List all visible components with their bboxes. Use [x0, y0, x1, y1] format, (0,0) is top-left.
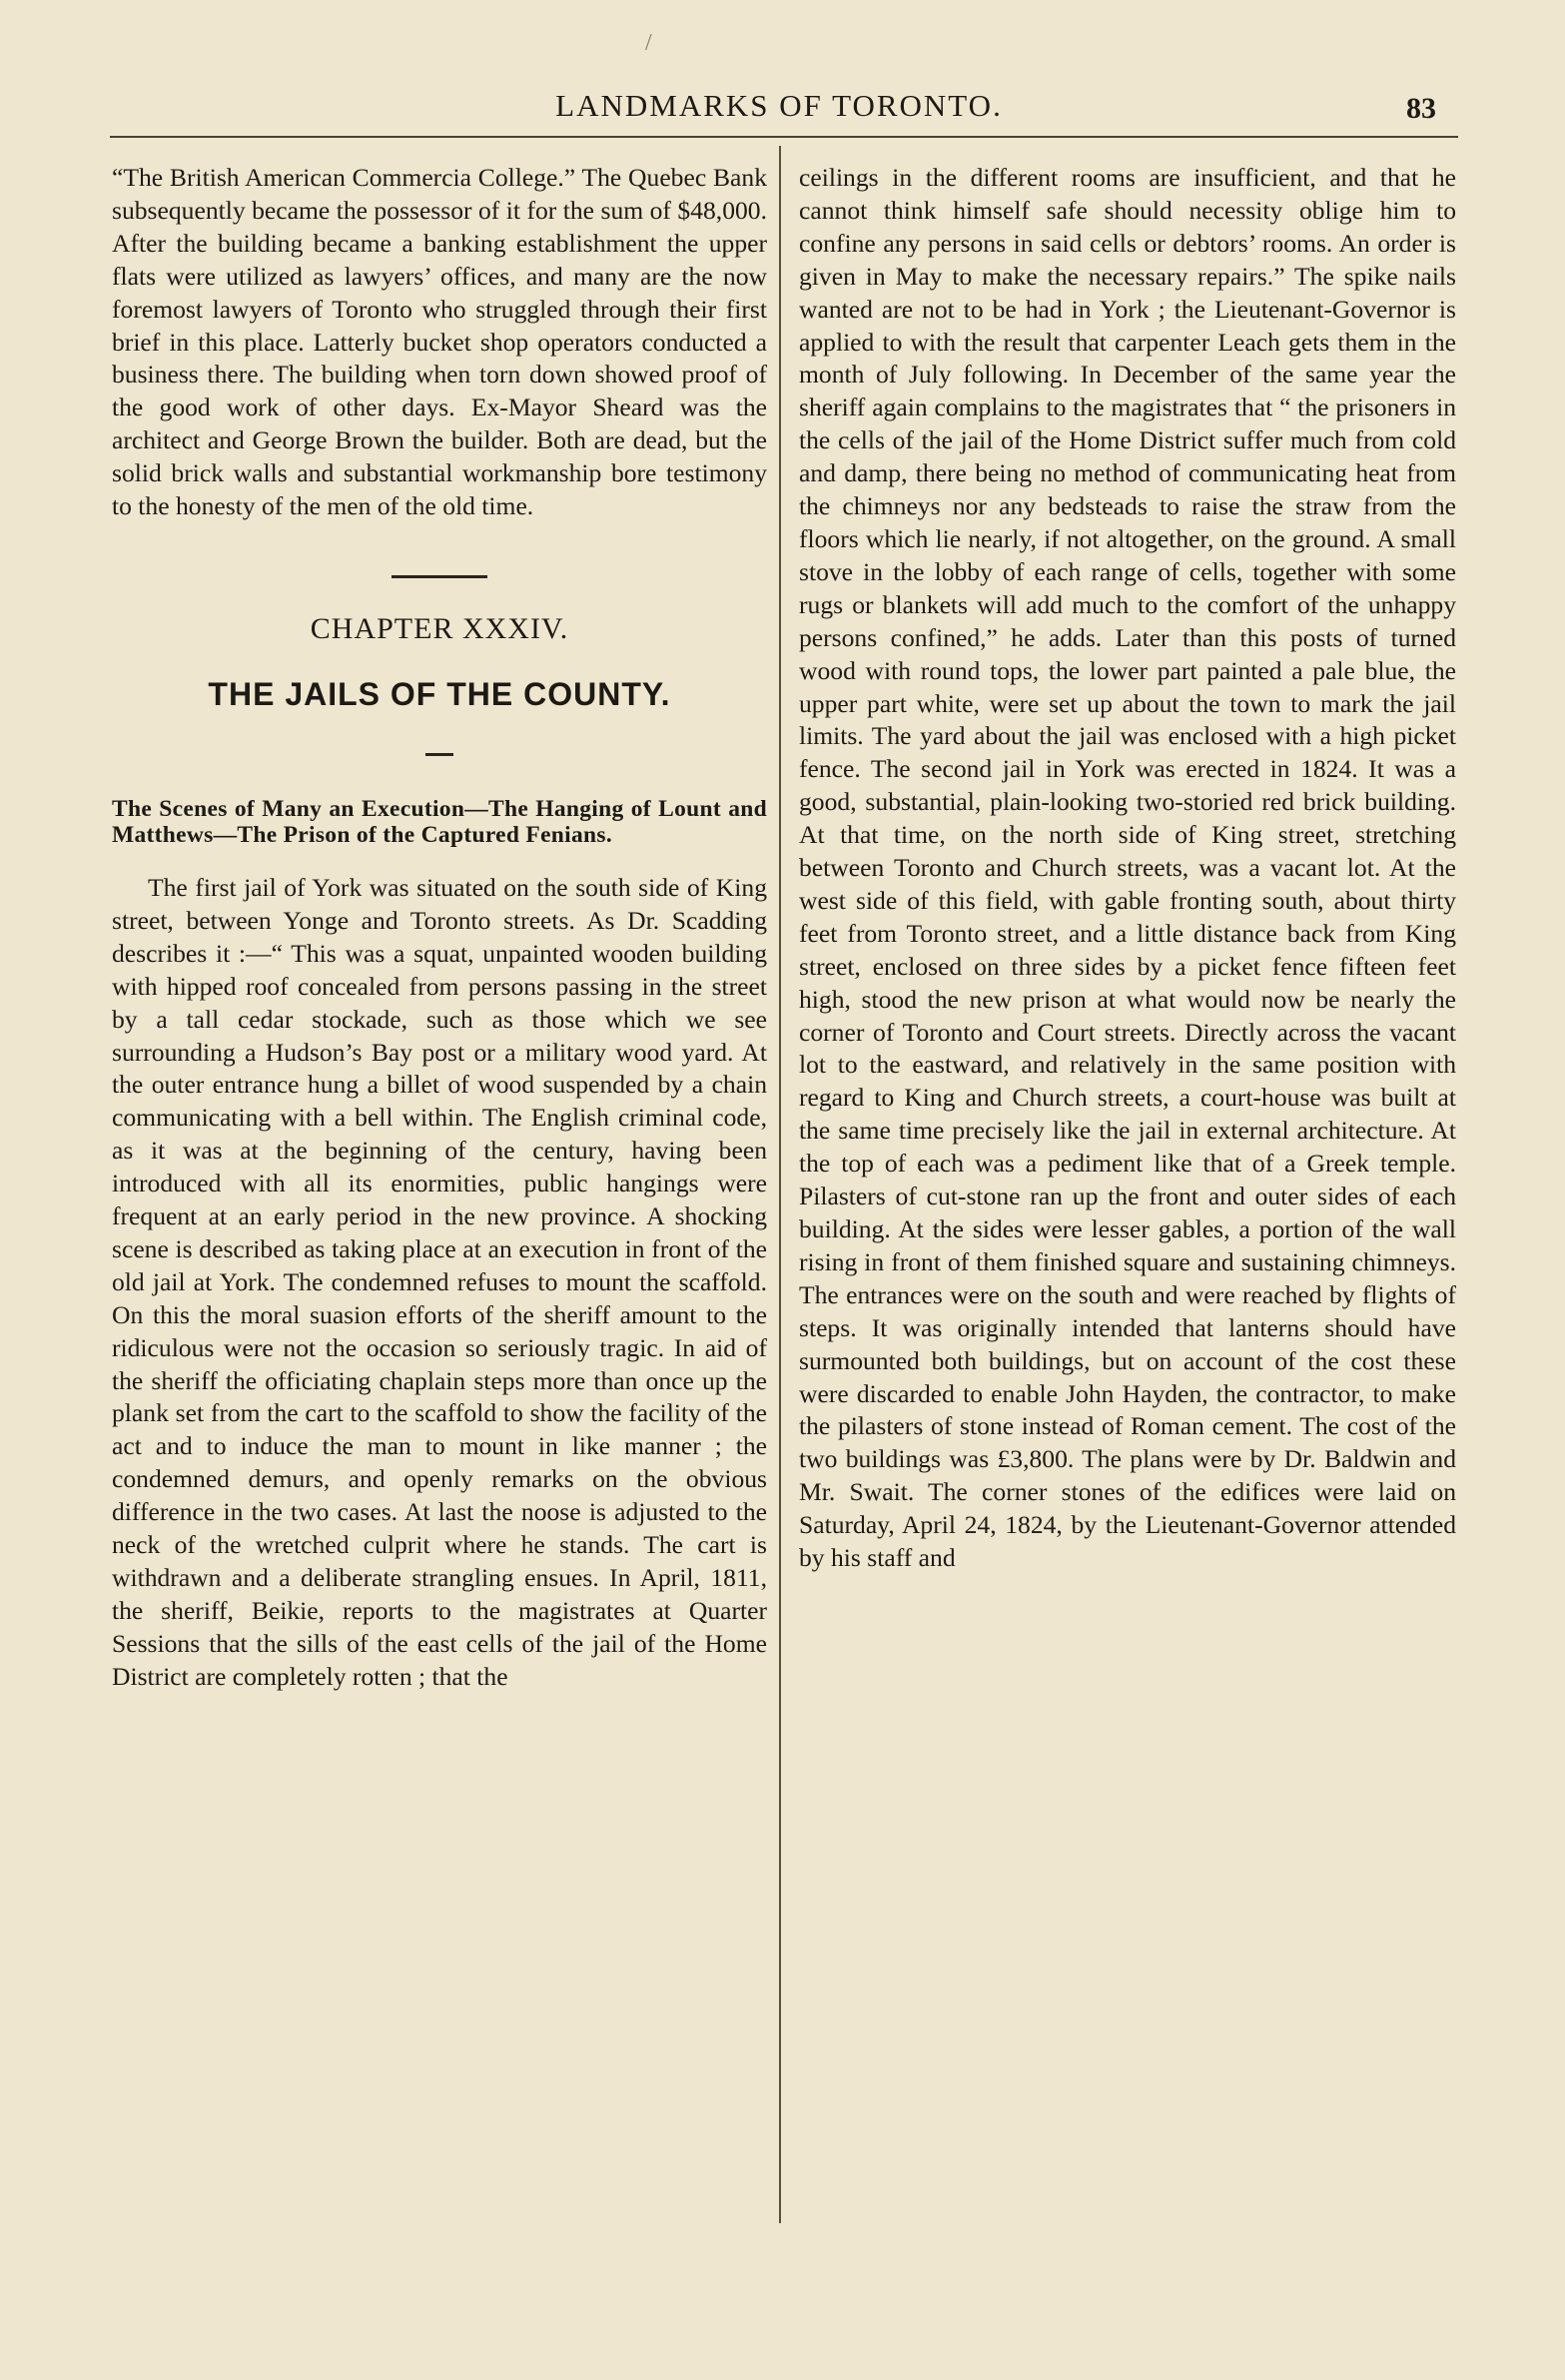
title-dash	[425, 753, 453, 756]
chapter-title: THE JAILS OF THE COUNTY.	[208, 675, 671, 712]
running-title: LANDMARKS OF TORONTO.	[555, 88, 1003, 123]
page-number: 83	[1406, 92, 1436, 125]
paragraph-first-jail: The first jail of York was situated on the south side of King street, between Yonge and Toronto streets. As Dr. Scadding describes it :—“ This was a squat, unpainted wooden building with hipped roof concealed from persons passing in the street by a tall cedar stockade, such as those which we see surrounding a Hudson’s Bay post or a military wood yard. At the outer entrance hung a billet of wood suspended by a chain communicating with a bell within. The English criminal code, as it was at the beginning of the century, having been introduced with all its enormities, public hangings were frequent at an early period in the new province. A shocking scene is described as taking place at an execution in front of the old jail at York. The condemned refuses to mount the scaffold. On this the moral suasion efforts of the sheriff amount to the ridiculous were not the occasion so seriously tragic. In aid of the sheriff the officiating chaplain steps more than once up the plank set from the cart to the scaffold to show the facility of the act and to induce the man to mount in like manner ; the condemned demurs, and openly remarks on the obvious difference in the two cases. At last the noose is adjusted to the neck of the wretched culprit where he stands. The cart is withdrawn and a deliberate strangling ensues. In April, 1811, the sheriff, Beikie, reports to the magistrates at Quarter Sessions that the sills of the east cells of the jail of the Home District are completely rotten ; that the	[112, 872, 767, 1691]
chapter-subheading: The Scenes of Many an Execution—The Hanging of Lount and Matthews—The Prison of the Captured Fenians.	[112, 795, 767, 848]
chapter-number: CHAPTER XXXIV.	[310, 611, 569, 645]
left-column	[112, 162, 767, 1694]
column-rule	[779, 146, 781, 2223]
header-rule	[110, 136, 1458, 138]
right-column	[799, 162, 1456, 1575]
paragraph-college: “The British American Commercia College.” The Quebec Bank subsequently became the possessor of it for the sum of $48,000. After the building became a banking establishment the upper flats were utilized as lawyers’ offices, and many are the now foremost lawyers of Toronto who struggled through their first brief in this place. Latterly bucket shop operators conducted a business there. The building when torn down showed proof of the good work of other days. Ex-Mayor Sheard was the architect and George Brown the builder. Both are dead, but the solid brick walls and substantial workmanship bore testimony to the honesty of the men of the old time.	[112, 163, 767, 521]
section-break-rule	[391, 575, 487, 578]
paragraph-continued: ceilings in the different rooms are insufficient, and that he cannot think himself safe should necessity oblige him to confine any persons in said cells or debtors’ rooms. An order is given in May to make the necessary repairs.” The spike nails wanted are not to be had in York ; the Lieutenant-Governor is applied to with the result that carpenter Leach gets them in the month of July following. In December of the same year the sheriff again complains to the magistrates that “ the prisoners in the cells of the jail of the Home District suffer much from cold and damp, there being no method of communicating heat from the chimneys nor any bedsteads to raise the straw from the floors which lie nearly, if not altogether, on the ground. A small stove in the lobby of each range of cells, together with some rugs or blankets will add much to the comfort of the unhappy persons confined,” he adds. Later than this posts of turned wood with round tops, the lower part painted a pale blue, the upper part white, were set up about the town to mark the jail limits. The yard about the jail was enclosed with a high picket fence. The second jail in York was erected in 1824. It was a good, substantial, plain-looking two-storied red brick building. At that time, on the north side of King street, stretching between Toronto and Church streets, was a vacant lot. At the west side of this field, with gable fronting south, about thirty feet from Toronto street, and a little distance back from King street, enclosed on three sides by a picket fence fifteen feet high, stood the new prison at what would now be nearly the corner of Toronto and Court streets. Directly across the vacant lot to the eastward, and relatively in the same position with regard to King and Church streets, a court-house was built at the same time precisely like the jail in external architecture. At the top of each was a pediment like that of a Greek temple. Pilasters of cut-stone ran up the front and outer sides of each building. At the sides were lesser gables, a portion of the wall rising in front of them finished square and sustaining chimneys. The entrances were on the south and were reached by flights of steps. It was originally intended that lanterns should have surmounted both buildings, but on account of the cost these were discarded to enable John Hayden, the contractor, to make the pilasters of stone instead of Roman cement. The cost of the two buildings was £3,800. The plans were by Dr. Baldwin and Mr. Swait. The corner stones of the edifices were laid on Saturday, April 24, 1824, by the Lieutenant-Governor attended by his staff and	[799, 163, 1456, 1573]
margin-mark: /	[645, 30, 652, 56]
